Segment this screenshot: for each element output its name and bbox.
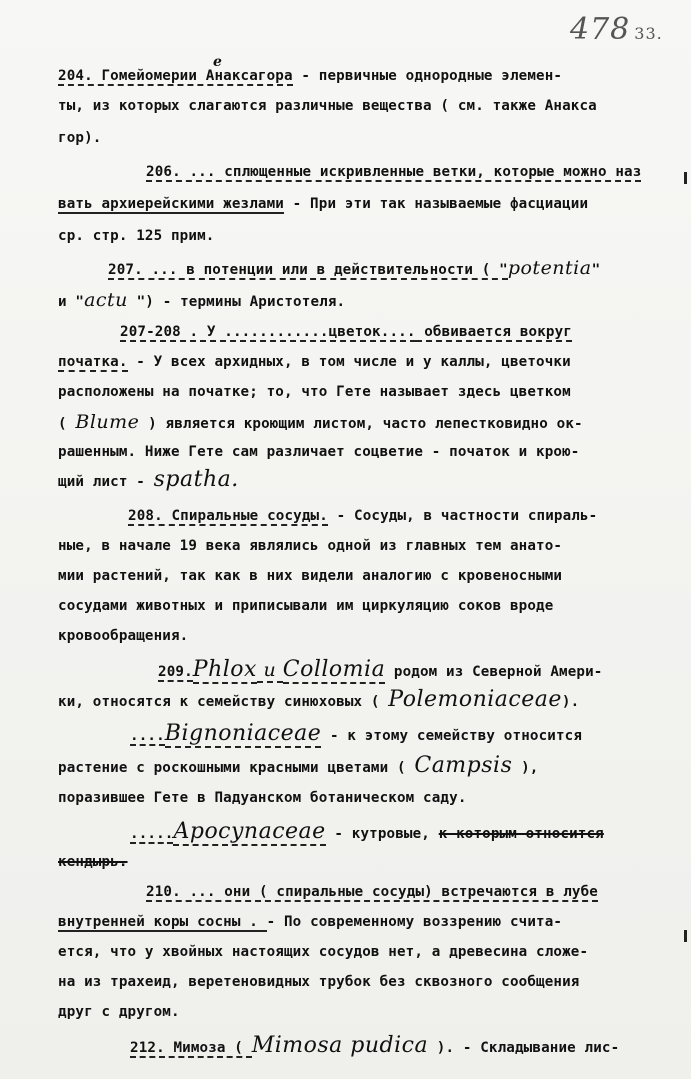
- text-line: друг с другом.: [58, 1004, 180, 1020]
- text-line: ки, относятся к семейству синюховых ( Polemoniaceae).: [58, 687, 580, 712]
- handwritten-word: spatha.: [153, 467, 239, 492]
- text-line: ( Blume ) является кроющим листом, часто лепестковидно ок-: [58, 411, 583, 433]
- text-line: рашенным. Ниже Гете сам различает соцветие - початок и крою-: [58, 444, 580, 460]
- text-line: початка. - У всех архидных, в том числе и у каллы, цветочки: [58, 354, 571, 370]
- text-line: 206. ... сплющенные искривленные ветки, которые можно наз: [146, 164, 642, 180]
- text-line: растение с роскошными красными цветами ( Campsis ),: [58, 753, 539, 778]
- text-line: 207-208 . У ............цветок.... обвивается вокруг: [120, 324, 572, 340]
- handwritten-word: potentia: [507, 257, 592, 279]
- text-line: 204. Гомейомерии Анаксагора - первичные однородные элемен-: [58, 68, 563, 84]
- handwritten-word: Mimosa pudica: [251, 1033, 429, 1058]
- text-line: гор).: [58, 130, 102, 146]
- text-line: 207. ... в потенции или в действительности ( "potentia": [108, 257, 601, 279]
- archive-margin-number: 478 33.: [570, 12, 663, 47]
- margin-mark: [684, 930, 687, 942]
- handwritten-word: Blume: [75, 411, 140, 433]
- margin-mark: [684, 172, 687, 184]
- text-line: [58, 852, 688, 872]
- handwritten-word: Campsis: [414, 753, 513, 778]
- text-line: .....Apocynaceae - кутровые, к которым относится: [130, 819, 604, 844]
- text-line: внутренней коры сосны . - По современному воззрению счита-: [58, 914, 563, 930]
- text-line: на из трахеид, веретеновидных трубок без сквозного сообщения: [58, 974, 580, 990]
- text-line: ные, в начале 19 века являлись одной из главных тем анато-: [58, 538, 563, 554]
- handwritten-correction: е: [213, 54, 222, 70]
- page-number: 33.: [634, 24, 663, 43]
- text-line: 208. Спиральные сосуды. - Сосуды, в частности спираль-: [128, 508, 598, 524]
- handwritten-word: actu: [84, 289, 128, 311]
- struck-text: к которым относится: [438, 826, 604, 842]
- text-line: вать архиерейскими жезлами - При эти так называемые фасциации: [58, 196, 589, 212]
- handwritten-word: Polemoniaceae: [388, 687, 562, 712]
- struck-text: кендырь.: [58, 854, 128, 870]
- text-line: 212. Мимоза ( Mimosa pudica ). - Складывание лис-: [130, 1033, 620, 1058]
- text-line: кровообращения.: [58, 628, 189, 644]
- text-line: ется, что у хвойных настоящих сосудов нет, а древесина сложе-: [58, 944, 589, 960]
- text-line: 209.Phlox и Collomia родом из Северной Амери-: [158, 657, 603, 682]
- handwritten-word: Bignoniaceae: [164, 721, 322, 746]
- text-line: поразившее Гете в Падуанском ботаническом саду.: [58, 790, 467, 806]
- text-line: ср. стр. 125 прим.: [58, 228, 215, 244]
- text-line: и "actu ") - термины Аристотеля.: [58, 289, 346, 311]
- text-line: ты, из которых слагаются различные вещества ( см. также Анакса: [58, 98, 597, 114]
- text-line: сосудами животных и приписывали им циркуляцию соков вроде: [58, 598, 554, 614]
- handwritten-word: Apocynaceae: [173, 819, 326, 844]
- handwritten-word: Phlox: [192, 657, 257, 682]
- text-line: ....Bignoniaceae - к этому семейству относится: [130, 721, 583, 746]
- handwritten-word: Collomia: [282, 657, 386, 682]
- text-line: 210. ... они ( спиральные сосуды) встречаются в лубе: [146, 884, 598, 900]
- text-line: щий лист - spatha.: [58, 467, 239, 492]
- text-line: расположены на початке; то, что Гете называет здесь цветком: [58, 384, 571, 400]
- text-line: мии растений, так как в них видели аналогию с кровеносными: [58, 568, 563, 584]
